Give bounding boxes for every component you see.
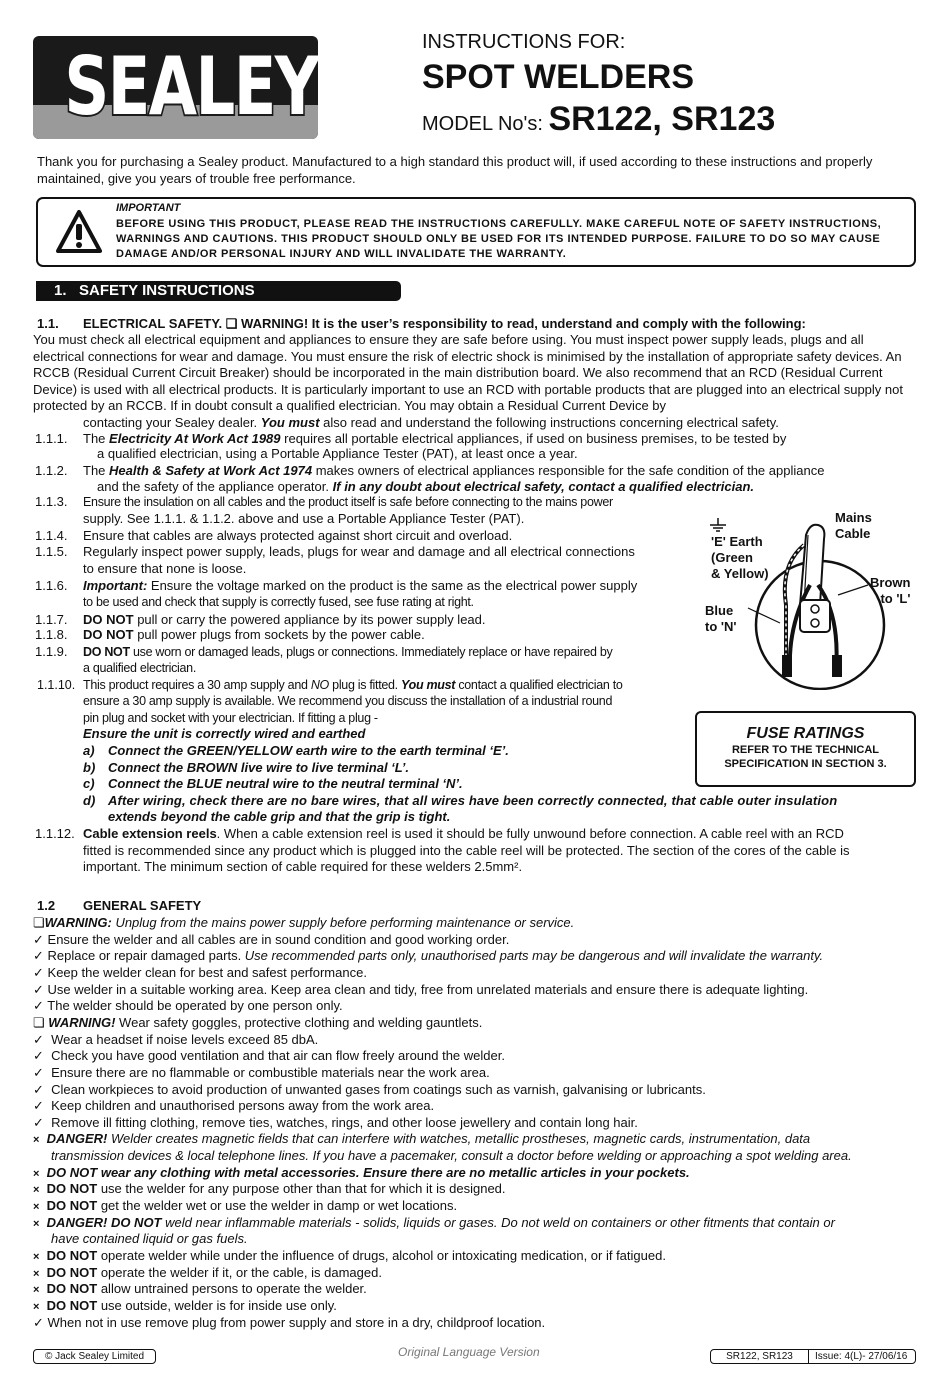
- check-icon: ✓: [33, 1048, 44, 1064]
- cross-icon: ×: [33, 1251, 40, 1263]
- cross-icon: ×: [33, 1201, 40, 1214]
- i113-line2: supply. See 1.1.1. & 1.1.2. above and use a Portable Appliance Tester (PAT).: [83, 511, 525, 526]
- i118-line1: DO NOT pull power plugs from sockets by the power cable.: [83, 627, 425, 642]
- cross-icon: ×: [33, 1217, 40, 1230]
- i1112-num: 1.1.12.: [35, 826, 75, 841]
- s12-num: 1.2: [37, 898, 56, 913]
- wiring-d-text: After wiring, check there are no bare wires, that all wires have been correctly connected, that cable outer insulation: [108, 793, 838, 808]
- check-icon: ✓: [33, 981, 44, 997]
- i115-num: 1.1.5.: [35, 544, 68, 559]
- blue-wire-label: Blue to 'N': [705, 603, 737, 634]
- wiring-b-text: Connect the BROWN live wire to live terminal ‘L’.: [108, 760, 409, 775]
- plug-wiring-diagram: [700, 505, 925, 690]
- check-icon: ✓: [33, 948, 44, 964]
- cross-icon: ×: [33, 1284, 40, 1297]
- sealey-logo: [33, 36, 318, 139]
- check-icon: ✓: [33, 1098, 44, 1114]
- i117-num: 1.1.7.: [35, 612, 68, 627]
- general-safety-line: ✓ Remove ill fitting clothing, remove ties, watches, rings, and other loose jewellery and contain long hair.: [33, 1114, 638, 1130]
- i114-line1: Ensure that cables are always protected against short circuit and overload.: [83, 528, 513, 543]
- i1112-line1: Cable extension reels. When a cable extension reel is used it should be fully unwound before connection. A cable reel with an RCD: [83, 826, 844, 841]
- general-safety-line: ✓ Keep the welder clean for best and safest performance.: [33, 964, 367, 980]
- general-safety-line: × DO NOT allow untrained persons to operate the welder.: [33, 1281, 367, 1297]
- general-safety-line: × DO NOT get the welder wet or use the welder in damp or wet locations.: [33, 1198, 458, 1214]
- fuse-ratings-title: FUSE RATINGS: [746, 725, 865, 742]
- mains-cable-label: Mains Cable: [835, 510, 872, 541]
- general-safety-line: ❏ WARNING! Wear safety goggles, protective clothing and welding gauntlets.: [33, 1014, 483, 1030]
- copyright-label: © Jack Sealey Limited: [33, 1349, 156, 1364]
- general-safety-line: ✓ Ensure the welder and all cables are in sound condition and good working order.: [33, 931, 510, 947]
- footer-models: SR122, SR123: [711, 1350, 809, 1363]
- i1112-line2: fitted is recommended since any product which is plugged into the cable reel will be protected. The section of the cores of the cable is: [83, 843, 850, 858]
- document-title: SPOT WELDERS: [422, 58, 695, 96]
- earth-label: 'E' Earth (Green & Yellow): [711, 534, 769, 581]
- i116-num: 1.1.6.: [35, 578, 68, 593]
- i119-line2: a qualified electrician.: [83, 661, 197, 675]
- checkbox-icon: ❏: [33, 915, 45, 930]
- footer-model-issue: [710, 1349, 916, 1364]
- general-safety-line: ✓ When not in use remove plug from power supply and store in a dry, childproof location.: [33, 1314, 546, 1330]
- check-icon: ✓: [33, 964, 44, 980]
- model-line: [422, 100, 775, 139]
- general-safety-line: × DO NOT operate the welder if it, or the cable, is damaged.: [33, 1264, 382, 1280]
- wiring-b-letter: b): [83, 760, 96, 775]
- i119-num: 1.1.9.: [35, 644, 68, 659]
- footer-issue: Issue: 4(L)- 27/06/16: [815, 1351, 908, 1362]
- general-safety-line: × DO NOT wear any clothing with metal accessories. Ensure there are no metallic articles in your pockets.: [33, 1164, 690, 1180]
- fuse-ratings-line1: REFER TO THE TECHNICAL: [731, 744, 880, 756]
- general-safety-line: ✓ Replace or repair damaged parts. Use recommended parts only, unauthorised parts may be dangerous and will invalidate the warranty.: [33, 948, 824, 964]
- cross-icon: ×: [33, 1300, 40, 1313]
- i1110-line3: pin plug and socket with your electrician. If fitting a plug -: [83, 711, 378, 725]
- wiring-c-text: Connect the BLUE neutral wire to the neutral terminal ‘N’.: [108, 776, 463, 791]
- s11-body: You must check all electrical equipment and appliances to ensure they are safe before using. You must inspect power supply leads, plugs and all electrical connections for wear and damage. You must ensure the risk of electric shock is minimised by the installation of appropriate safety devices. An RCCB (Residual Current Circuit Breaker) should be incorporated in the main distribution board. We also recommend that an RCD (Residual Current Device) is used with all electrical products. It is particularly important to use an RCD with portable products that are plugged into an electrical supply not protected by an RCCB. If in doubt consult a qualified electrician. You may obtain a Residual Current Device by: [33, 332, 903, 414]
- section-1-heading: 1. SAFETY INSTRUCTIONS: [36, 281, 401, 301]
- i114-num: 1.1.4.: [35, 528, 68, 543]
- i117-line1: DO NOT pull or carry the powered appliance by its power supply lead.: [83, 612, 486, 627]
- s11-cont: contacting your Sealey dealer. You must also read and understand the following instructions concerning electrical safety.: [83, 415, 779, 430]
- i1110-line2: ensure a 30 amp supply is available. We recommend you discuss the installation of a industrial round: [83, 694, 613, 708]
- i111-line2: a qualified electrician, using a Portable Appliance Tester (PAT), at least once a year.: [97, 446, 578, 461]
- general-safety-line: × DANGER! DO NOT weld near inflammable materials - solids, liquids or gases. Do not weld on containers or other fitments that contain or: [33, 1214, 835, 1230]
- general-safety-line: ❏WARNING: Unplug from the mains power supply before performing maintenance or service.: [33, 915, 575, 930]
- i115-line1: Regularly inspect power supply, leads, plugs for wear and damage and all electrical connections: [83, 544, 635, 559]
- general-safety-line: have contained liquid or gas fuels.: [51, 1231, 248, 1247]
- general-safety-line: ✓ Keep children and unauthorised persons away from the work area.: [33, 1098, 435, 1114]
- i118-num: 1.1.8.: [35, 627, 68, 642]
- cross-icon: ×: [33, 1184, 40, 1197]
- s12-title: GENERAL SAFETY: [83, 898, 202, 913]
- intro-paragraph: Thank you for purchasing a Sealey product. Manufactured to a high standard this product will, if used according to these instructions and properly maintained, give you years of trouble free performance.: [37, 154, 873, 186]
- general-safety-line: × DO NOT use outside, welder is for inside use only.: [33, 1297, 337, 1313]
- check-icon: ✓: [33, 931, 44, 947]
- s11-heading: ELECTRICAL SAFETY. ❏ WARNING! It is the user’s responsibility to read, understand and comply with the following:: [83, 316, 806, 331]
- general-safety-line: ✓ Check you have good ventilation and that air can flow freely around the welder.: [33, 1048, 505, 1064]
- instructions-for-label: INSTRUCTIONS FOR:: [422, 31, 626, 53]
- warning-triangle-icon: [56, 209, 102, 255]
- i1112-line3: important. The minimum section of cable required for these welders 2.5mm².: [83, 859, 523, 874]
- important-box: [36, 197, 916, 267]
- wiring-a-text: Connect the GREEN/YELLOW earth wire to the earth terminal ‘E’.: [108, 743, 509, 758]
- cross-icon: ×: [33, 1267, 40, 1280]
- wiring-a-letter: a): [83, 743, 95, 758]
- general-safety-line: × DO NOT operate welder while under the influence of drugs, alcohol or intoxicating medication, or if fatigued.: [33, 1248, 666, 1263]
- cross-icon: ×: [33, 1167, 40, 1180]
- general-safety-line: transmission devices & local telephone lines. If you have a pacemaker, consult a doctor before welding or approaching a spot welding area.: [51, 1148, 852, 1164]
- i1110-line1: This product requires a 30 amp supply and NO plug is fitted. You must contact a qualified electrician to: [83, 678, 623, 692]
- i119-line1: DO NOT use worn or damaged leads, plugs or connections. Immediately replace or have repaired by: [83, 645, 613, 659]
- check-icon: ✓: [33, 1064, 44, 1080]
- wiring-c-letter: c): [83, 776, 95, 791]
- general-safety-line: ✓ Ensure there are no flammable or combustible materials near the work area.: [33, 1064, 490, 1080]
- wiring-d-text2: extends beyond the cable grip and that the grip is tight.: [108, 809, 451, 824]
- general-safety-line: ✓ Wear a headset if noise levels exceed 85 dbA.: [33, 1031, 319, 1047]
- logo-wordmark: SEALEY: [64, 40, 318, 133]
- i113-line1: Ensure the insulation on all cables and the product itself is safe before connecting to the mains power: [83, 495, 613, 509]
- i111-line1: The Electricity At Work Act 1989 requires all portable electrical appliances, if used on business premises, to be tested by: [83, 431, 787, 446]
- check-icon: ✓: [33, 1314, 44, 1330]
- important-text: BEFORE USING THIS PRODUCT, PLEASE READ THE INSTRUCTIONS CAREFULLY. MAKE CAREFUL NOTE OF SAFETY INSTRUCTIONS, WARNINGS AND CAUTIONS. THIS PRODUCT SHOULD ONLY BE USED FOR ITS INTENDED PURPOSE. FAILURE TO DO SO MAY CAUSE DAMAGE AND/OR PERSONAL INJURY AND WILL INVALIDATE THE WARRANTY.: [116, 218, 882, 260]
- i112-num: 1.1.2.: [35, 463, 68, 478]
- checkbox-icon: ❏: [33, 1014, 45, 1030]
- i111-num: 1.1.1.: [35, 431, 68, 446]
- general-safety-line: ✓ The welder should be operated by one person only.: [33, 998, 343, 1014]
- i116-line1: Important: Ensure the voltage marked on the product is the same as the electrical power supply: [83, 578, 638, 593]
- i1110-line4: Ensure the unit is correctly wired and earthed: [83, 726, 366, 741]
- check-icon: ✓: [33, 1031, 44, 1047]
- fuse-ratings-box: [695, 711, 916, 787]
- i113-num: 1.1.3.: [35, 494, 68, 509]
- important-heading: IMPORTANT: [116, 202, 181, 214]
- fuse-ratings-line2: SPECIFICATION IN SECTION 3.: [724, 758, 887, 770]
- i112-line2: and the safety of the appliance operator. If in any doubt about electrical safety, contact a qualified electrician.: [97, 479, 755, 494]
- general-safety-line: ✓ Clean workpieces to avoid production of unwanted gases from coatings such as varnish, galvanising or lubricants.: [33, 1081, 706, 1097]
- check-icon: ✓: [33, 1114, 44, 1130]
- check-icon: ✓: [33, 1081, 44, 1097]
- general-safety-line: × DO NOT use the welder for any purpose other than that for which it is designed.: [33, 1181, 506, 1197]
- i116-line2: to be used and check that supply is correctly fused, see fuse rating at right.: [83, 595, 474, 609]
- s11-num: 1.1.: [37, 316, 59, 331]
- earth-symbol-icon: [710, 518, 726, 531]
- general-safety-line: ✓ Use welder in a suitable working area. Keep area clean and tidy, free from unrelated materials and ensure there is adequate lighting.: [33, 981, 809, 997]
- model-numbers: SR122, SR123: [548, 100, 776, 138]
- wiring-d-letter: d): [83, 793, 96, 808]
- check-icon: ✓: [33, 998, 44, 1014]
- brown-wire-label: Brown to 'L': [870, 575, 911, 606]
- i112-line1: The Health & Safety at Work Act 1974 makes owners of electrical appliances responsible for the safe condition of the appliance: [83, 463, 825, 478]
- language-version-label: Original Language Version: [398, 1345, 540, 1359]
- i115-line2: to ensure that none is loose.: [83, 561, 247, 576]
- general-safety-line: × DANGER! Welder creates magnetic fields that can interfere with watches, metallic prostheses, magnetic cards, instrumentation, data: [33, 1131, 811, 1147]
- i1110-num: 1.1.10.: [37, 678, 76, 692]
- cross-icon: ×: [33, 1134, 40, 1147]
- model-prefix: MODEL No's:: [422, 113, 543, 135]
